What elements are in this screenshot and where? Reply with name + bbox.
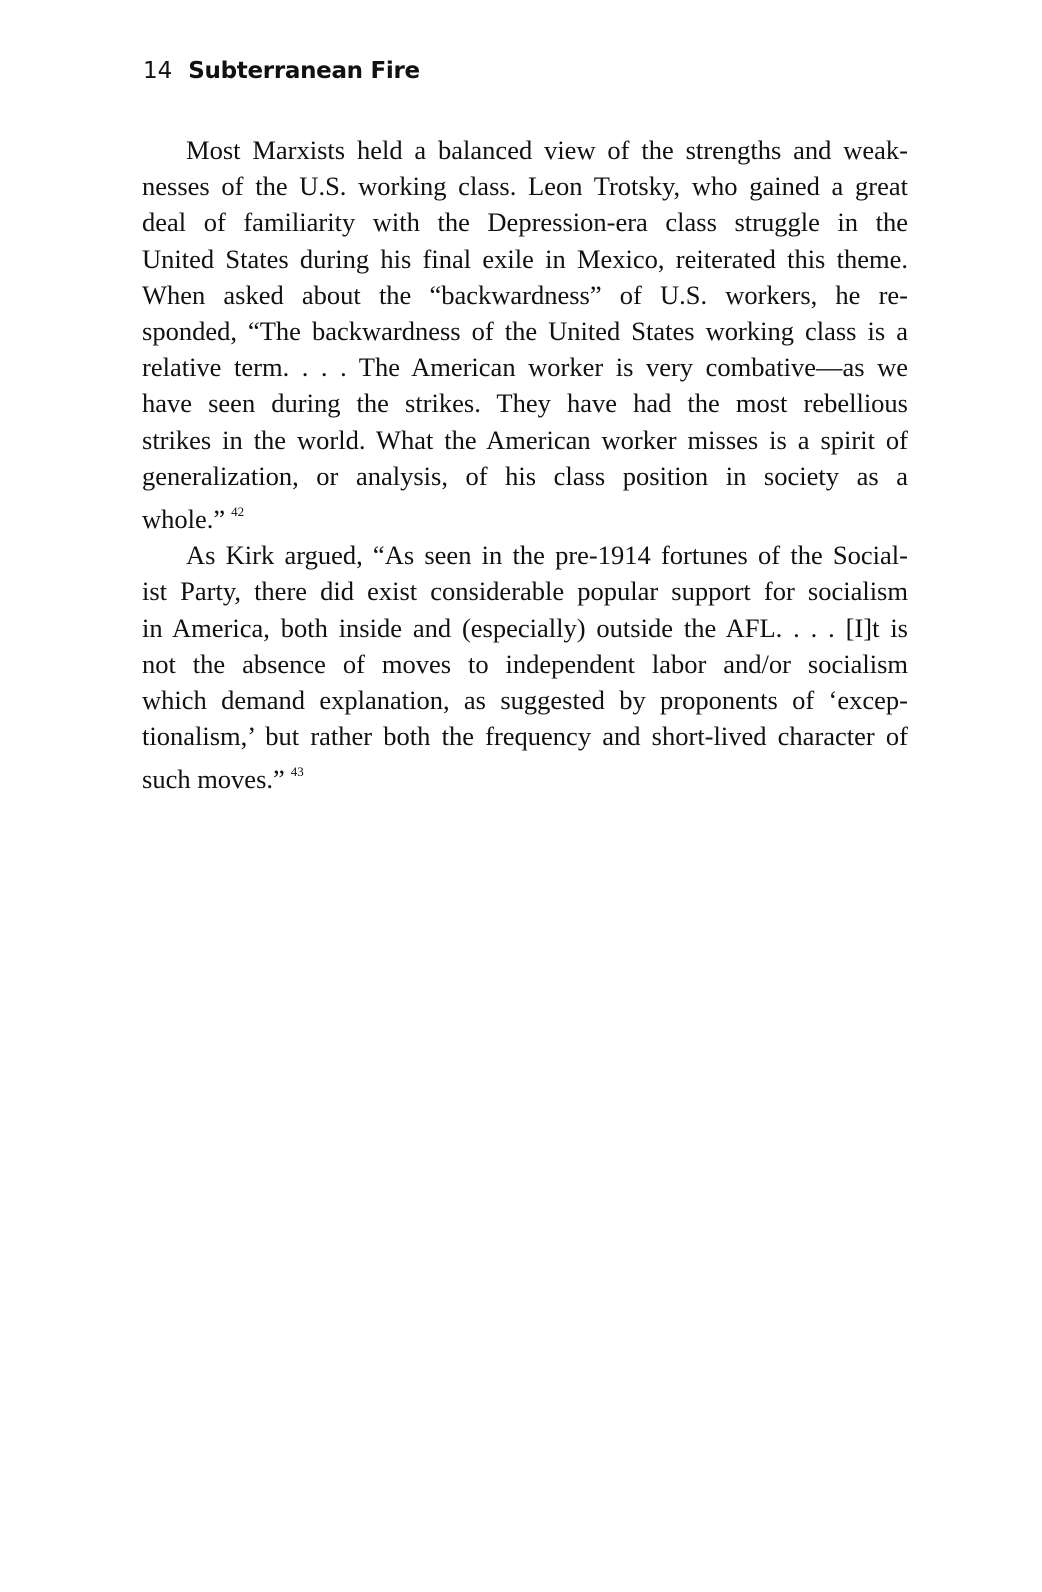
text-line: have seen during the strikes. They have had the most rebellious [142,388,908,419]
text-line: ist Party, there did exist considerable popular support for socialism [142,576,908,607]
text-line: which demand explanation, as suggested by proponents of ‘excep- [142,685,908,716]
text-line: strikes in the world. What the American worker misses is a spirit of [142,424,908,455]
running-head [143,56,420,86]
text-line: relative term. . . . The American worker is very combative—as we [142,352,908,383]
text-line: nesses of the U.S. working class. Leon Trotsky, who gained a great [142,171,908,202]
body-text [142,132,908,798]
text-line: tionalism,’ but rather both the frequency and short-lived character of [142,721,908,752]
text-line-last [142,754,908,797]
text-line: Most Marxists held a balanced view of the strengths and weak- [186,135,908,165]
book-title: Subterranean Fire [188,58,420,84]
footnote-marker: 43 [290,764,304,780]
text-line: in America, both inside and (especially) outside the AFL. . . . [I]t is [142,612,908,643]
text-line: United States during his final exile in Mexico, reiterated this theme. [142,243,908,274]
text-line: not the absence of moves to independent labor and/or socialism [142,648,908,679]
page-number: 14 [143,58,173,84]
text-line-last [142,494,908,537]
text-line: As Kirk argued, “As seen in the pre-1914 fortunes of the Social- [186,540,908,571]
paragraph-trotsky [142,132,908,537]
text-line: sponded, “The backwardness of the United States working class is a [142,316,908,347]
text-line: generalization, or analysis, of his class position in society as a [142,460,908,491]
footnote-marker: 42 [231,504,245,520]
paragraph-kirk [142,537,908,797]
text-line: whole.” [142,504,226,535]
text-line: such moves.” [142,764,285,795]
text-line: deal of familiarity with the Depression-era class struggle in the [142,207,908,238]
text-line: When asked about the “backwardness” of U.S. workers, he re- [142,279,908,310]
